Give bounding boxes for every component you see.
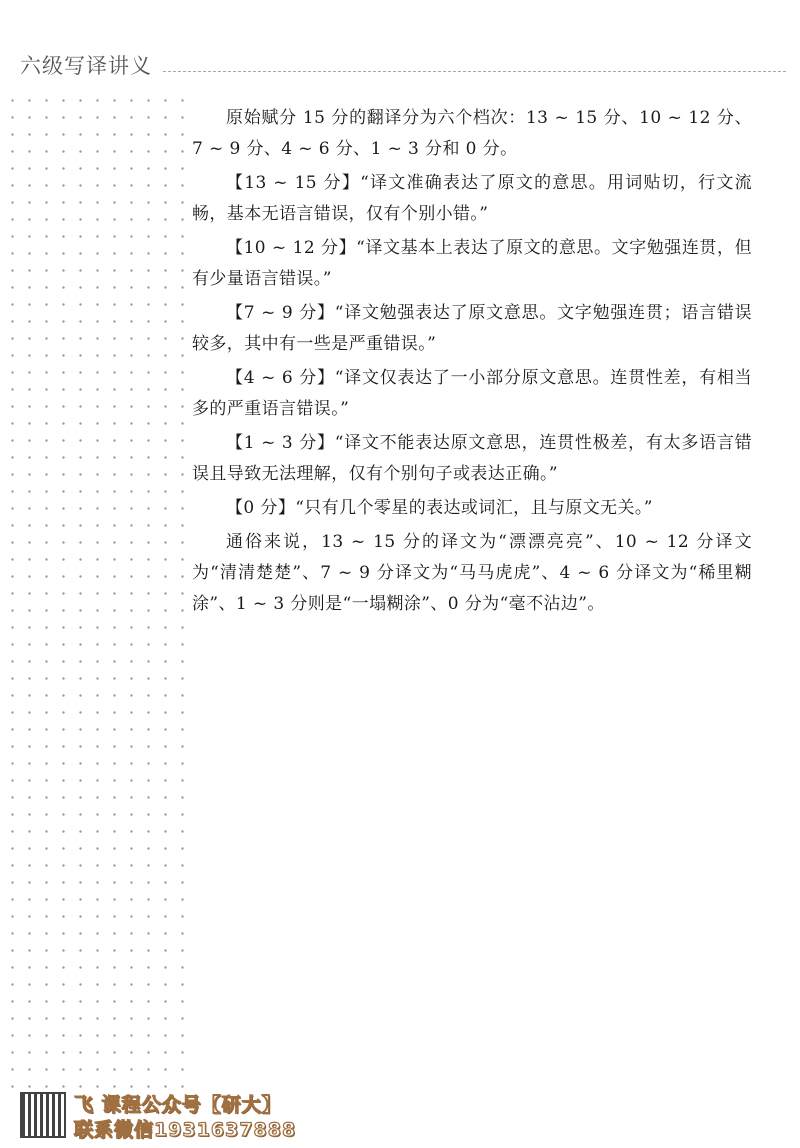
score-band-13-15: 【13 ~ 15 分】“译文准确表达了原文的意思。用词贴切，行文流畅，基本无语言错误，仅有个别小错。” xyxy=(192,173,752,224)
score-band-1-3: 【1 ~ 3 分】“译文不能表达原文意思，连贯性极差，有太多语言错误且导致无法理解，仅有个别句子或表达正确。” xyxy=(192,433,752,484)
qr-code-icon xyxy=(20,1092,66,1138)
watermark-footer xyxy=(20,1090,320,1142)
dot-grid-margin xyxy=(4,92,190,1092)
watermark-line-2: 联系微信1931637888 xyxy=(74,1119,297,1141)
header-divider xyxy=(163,71,786,72)
score-band-7-9: 【7 ~ 9 分】“译文勉强表达了原文意思。文字勉强连贯；语言错误较多，其中有一些是严重错误。” xyxy=(192,303,752,354)
score-band-10-12: 【10 ~ 12 分】“译文基本上表达了原文的意思。文字勉强连贯，但有少量语言错误。” xyxy=(192,238,752,289)
page-body xyxy=(192,103,752,623)
running-header-title: 六级写译讲义 xyxy=(20,54,152,78)
summary-paragraph: 通俗来说，13 ~ 15 分的译文为“漂漂亮亮”、10 ~ 12 分译文为“清清楚楚”、7 ~ 9 分译文为“马马虎虎”、4 ~ 6 分译文为“稀里糊涂”、1 ~ 3 分则是“一塌糊涂”、0 分为“毫不沾边”。 xyxy=(192,532,752,614)
score-band-4-6: 【4 ~ 6 分】“译文仅表达了一小部分原文意思。连贯性差，有相当多的严重语言错误。” xyxy=(192,368,752,419)
watermark-line-1: 飞 课程公众号【研大】 xyxy=(74,1094,282,1116)
score-band-0: 【0 分】“只有几个零星的表达或词汇，且与原文无关。” xyxy=(226,498,653,518)
intro-paragraph: 原始赋分 15 分的翻译分为六个档次：13 ~ 15 分、10 ~ 12 分、7 ~ 9 分、4 ~ 6 分、1 ~ 3 分和 0 分。 xyxy=(192,108,752,159)
